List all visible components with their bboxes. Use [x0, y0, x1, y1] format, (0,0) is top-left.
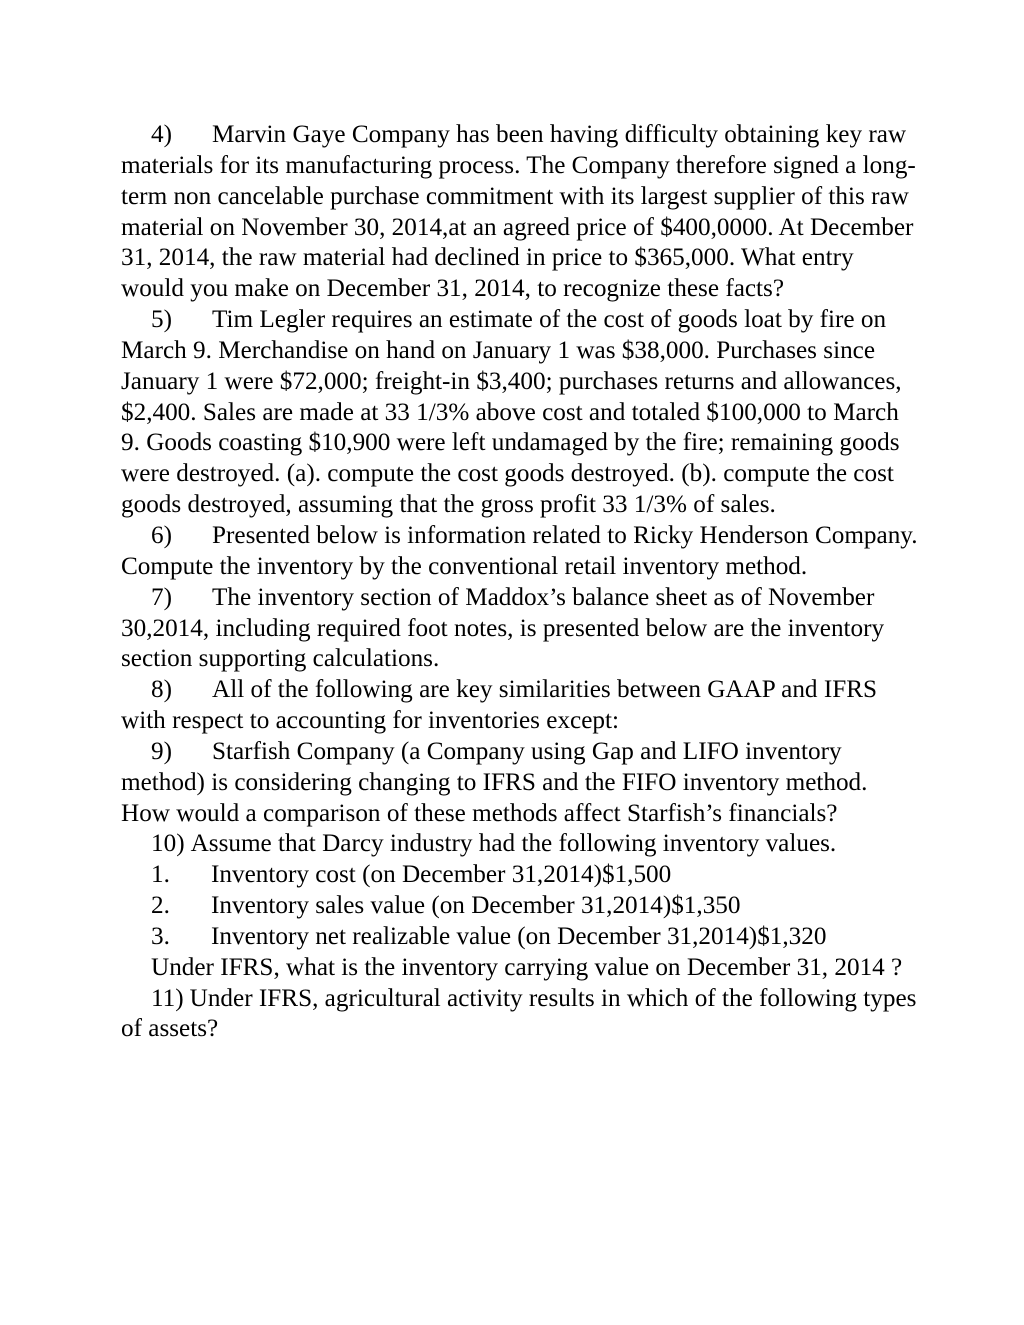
question-number: 11) [151, 984, 184, 1012]
list-item-text: Inventory sales value (on December 31,2014)$1,350 [211, 892, 741, 920]
question-number: 10) [151, 830, 185, 858]
list-item [121, 922, 921, 953]
question-text: All of the following are key similarities between GAAP and IFRS with respect to accounting for inventories except: [121, 676, 878, 735]
list-item-number: 1. [151, 861, 170, 889]
question-text: Under IFRS, agricultural activity results in which of the following types of assets? [121, 984, 917, 1043]
question-10-followup: Under IFRS, what is the inventory carrying value on December 31, 2014 ? [151, 953, 903, 981]
question-text: Starfish Company (a Company using Gap and LIFO inventory method) is considering changing to IFRS and the FIFO inventory method. How would a comparison of these methods affect Starfish’s financials? [121, 737, 868, 827]
list-item-text: Inventory net realizable value (on December 31,2014)$1,320 [211, 922, 827, 950]
question-number: 9) [151, 737, 172, 765]
question-text: Marvin Gaye Company has been having difficulty obtaining key raw materials for its manufacturing process. The Company therefore signed a long-term non cancelable purchase commitment with its largest supplier of this raw material on November 30, 2014,at an agreed price of $400,0000. At December 31, 2014, the raw material had declined in price to $365,000. What entry would you make on December 31, 2014, to recognize these facts? [121, 121, 916, 303]
question-number: 6) [151, 521, 172, 549]
question-text: Tim Legler requires an estimate of the cost of goods loat by fire on March 9. Merchandise on hand on January 1 was $38,000. Purchases since January 1 were $72,000; freight-in $3,400; purchases returns and allowances, $2,400. Sales are made at 33 1/3% above cost and totaled $100,000 to March 9. Goods coasting $10,900 were left undamaged by the fire; remaining goods were destroyed. (a). compute the cost goods destroyed. (b). compute the cost goods destroyed, assuming that the gross profit 33 1/3% of sales. [121, 306, 902, 519]
question-8 [121, 675, 921, 737]
list-item-number: 2. [151, 892, 170, 920]
list-item-number: 3. [151, 922, 170, 950]
document-body [121, 120, 921, 1045]
question-4 [121, 120, 921, 305]
question-text: The inventory section of Maddox’s balance sheet as of November 30,2014, including required foot notes, is presented below are the inventory section supporting calculations. [121, 583, 885, 673]
question-9 [121, 737, 921, 830]
question-number: 5) [151, 306, 172, 334]
question-number: 8) [151, 676, 172, 704]
question-7 [121, 583, 921, 676]
list-item [121, 860, 921, 891]
question-number: 4) [151, 121, 172, 148]
question-11 [121, 984, 921, 1046]
question-10 [121, 829, 921, 860]
question-number: 7) [151, 583, 172, 611]
list-item-text: Inventory cost (on December 31,2014)$1,500 [211, 861, 672, 889]
question-text: Presented below is information related to Ricky Henderson Company. Compute the inventory by the conventional retail inventory method. [121, 521, 918, 580]
question-5 [121, 305, 921, 521]
question-6 [121, 521, 921, 583]
list-item [121, 891, 921, 922]
question-text: Assume that Darcy industry had the following inventory values. [190, 830, 837, 858]
